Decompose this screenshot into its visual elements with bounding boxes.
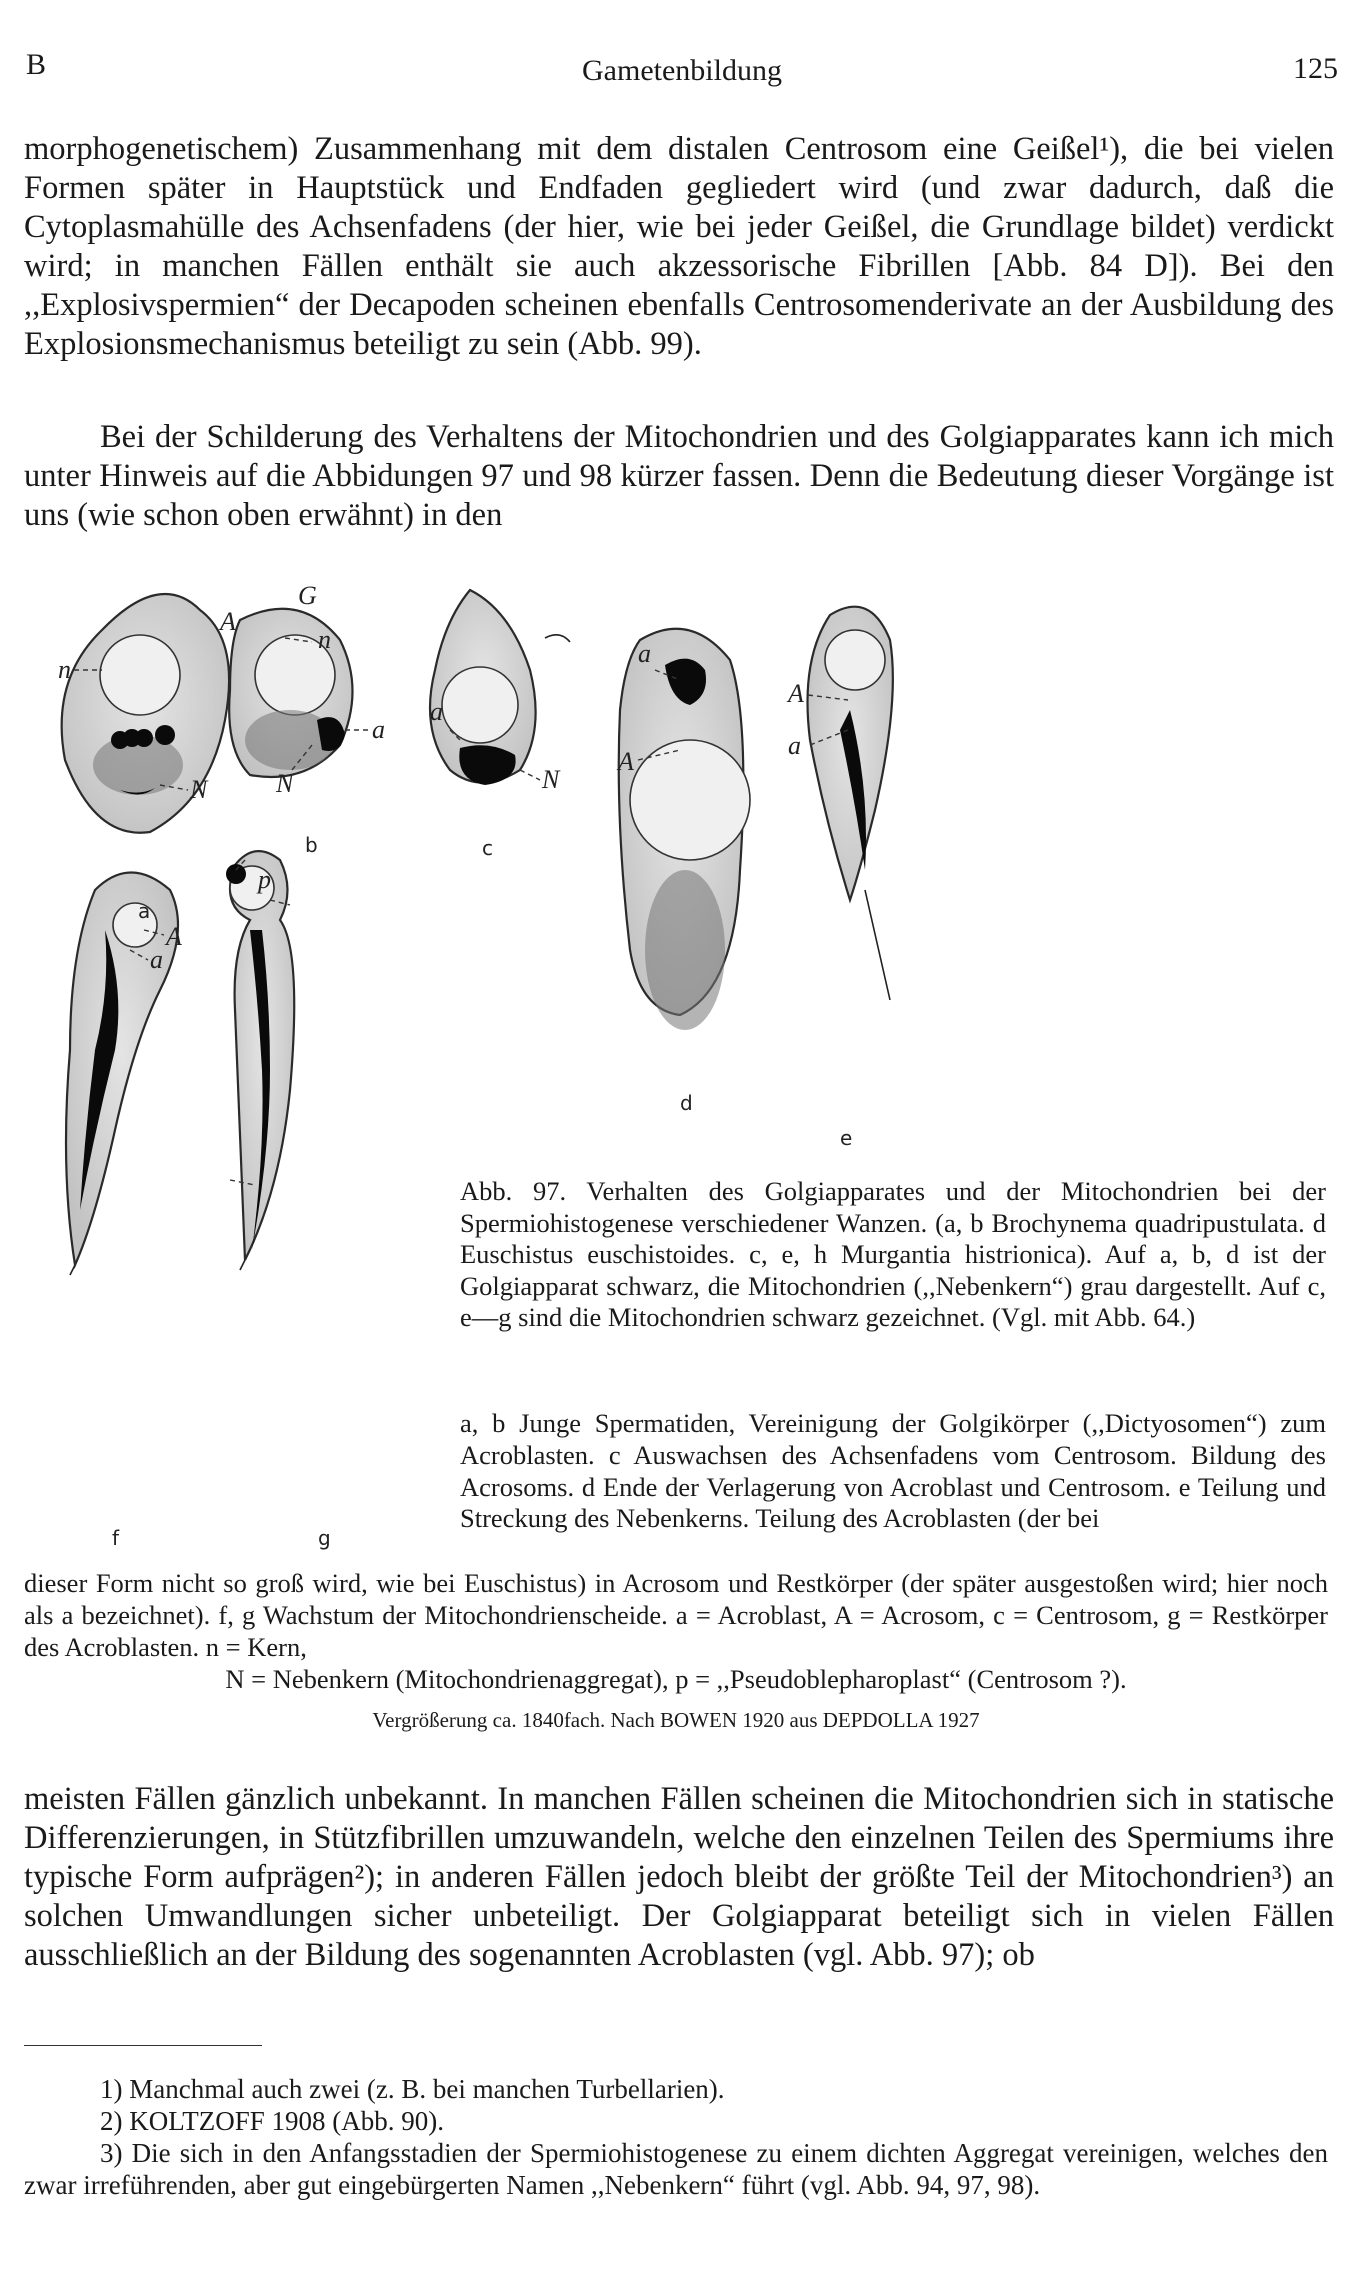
panel-label-e: e (840, 1126, 853, 1150)
footnote-2: 2) KOLTZOFF 1908 (Abb. 90). (100, 2106, 444, 2136)
label-e-A: A (788, 679, 804, 708)
figure-credit: Vergrößerung ca. 1840fach. Nach BOWEN 1920 aus DEPDOLLA 1927 (372, 1708, 980, 1732)
label-g-A: A (220, 607, 236, 636)
footnote-1: 1) Manchmal auch zwei (z. B. bei manchen Turbellarien). (100, 2074, 725, 2104)
header-left-mark: B (26, 48, 47, 81)
panel-label-g: g (318, 1526, 331, 1550)
label-f-A: A (166, 922, 182, 951)
panel-label-b: b (305, 833, 318, 857)
label-g-p: p (258, 865, 271, 894)
figure-caption-detail-2: dieser Form nicht so groß wird, wie bei Euschistus) in Acrosom und Restkörper (der später ausgestoßen wird; hier noch als a bezeichnet). f, g Wachstum der Mitochondrienscheide. a = Acroblast, A = Acrosom, c = Centrosom, g = Restkörper des Acroblasten. n = Kern, (24, 1568, 1328, 1662)
label-a-N: N (190, 775, 208, 804)
panel-label-a: a (138, 899, 151, 923)
label-c-N: N (542, 765, 560, 794)
label-g-G: G (298, 581, 317, 610)
panel-label-d: d (680, 1091, 693, 1115)
running-header (26, 48, 1338, 98)
paragraph-2: Bei der Schilderung des Verhaltens der Mitochondrien und des Golgiapparates kann ich mich unter Hinweis auf die Abbidungen 97 und 98 kürzer fassen. Denn die Bedeutung dieser Vorgänge ist uns (wie schon oben erwähnt) in den (24, 419, 1334, 533)
label-d-A: A (618, 747, 634, 776)
label-f-a: a (150, 945, 163, 974)
label-b-a: a (372, 715, 385, 744)
header-title: Gametenbildung (582, 54, 782, 87)
label-a-n: n (58, 655, 71, 684)
panel-label-f: f (112, 1526, 120, 1550)
figure-caption-detail-3: N = Nebenkern (Mitochondrienaggregat), p = ,,Pseudoblepharoplast“ (Centrosom ?). (225, 1664, 1127, 1694)
label-b-N: N (276, 769, 294, 798)
panel-label-c: c (482, 836, 493, 860)
label-c-a: a (430, 697, 443, 726)
label-d-a: a (638, 639, 651, 668)
label-b-n: n (318, 625, 331, 654)
paragraph-1: morphogenetischem) Zusammenhang mit dem distalen Centrosom eine Geißel¹), die bei vielen Formen später in Hauptstück und Endfaden gegliedert wird (und zwar dadurch, daß die Cytoplasmahülle des Achsenfadens (der hier, wie bei jeder Geißel, die Grundlage bildet) verdickt wird; in manchen Fällen enthält sie auch akzessorische Fibrillen [Abb. 84 D]). Bei den ,,Explosivspermien“ der Decapoden scheinen ebenfalls Centrosomenderivate an der Ausbildung des Explosionsmechanismus beteiligt zu sein (Abb. 99). (24, 131, 1334, 362)
footnote-3: 3) Die sich in den Anfangsstadien der Spermiohistogenese zu einem dichten Aggregat vereinigen, welches den zwar irreführenden, aber gut eingebürgerten Namen ,,Nebenkern“ führt (vgl. Abb. 94, 97, 98). (24, 2138, 1328, 2200)
figure-caption-detail-1: a, b Junge Spermatiden, Vereinigung der Golgikörper (,,Dictyosomen“) zum Acroblasten. c Auswachsen des Achsenfadens vom Centrosom. Bildung des Acrosoms. d Ende der Verlagerung von Acroblast und Centrosom. e Teilung und Streckung des Nebenkerns. Teilung des Acroblasten (der bei (460, 1408, 1326, 1534)
page-number: 125 (1293, 52, 1338, 85)
figure-caption-main: Abb. 97. Verhalten des Golgiapparates und der Mitochondrien bei der Spermiohistogenese verschiedener Wanzen. (a, b Brochynema quadripustulata. d Euschistus euschistoides. c, e, h Murgantia histrionica). Auf a, b, d ist der Golgiapparat schwarz, die Mitochondrien (,,Nebenkern“) grau dargestellt. Auf c, e—g sind die Mitochondrien schwarz gezeichnet. (Vgl. mit Abb. 64.) (460, 1176, 1326, 1333)
label-e-a: a (788, 731, 801, 760)
paragraph-3: meisten Fällen gänzlich unbekannt. In manchen Fällen scheinen die Mitochondrien sich in statische Differenzierungen, in Stützfibrillen umzuwandeln, welche den einzelnen Teilen des Spermiums ihre typische Form aufprägen²); in anderen Fällen jedoch bleibt der größte Teil der Mitochondrien³) an solchen Umwandlungen sicher unbeteiligt. Der Golgiapparat beteiligt sich in vielen Fällen ausschließlich an der Bildung des sogenannten Acroblasten (vgl. Abb. 97); ob (24, 1781, 1334, 1973)
footnote-separator (24, 2045, 262, 2046)
